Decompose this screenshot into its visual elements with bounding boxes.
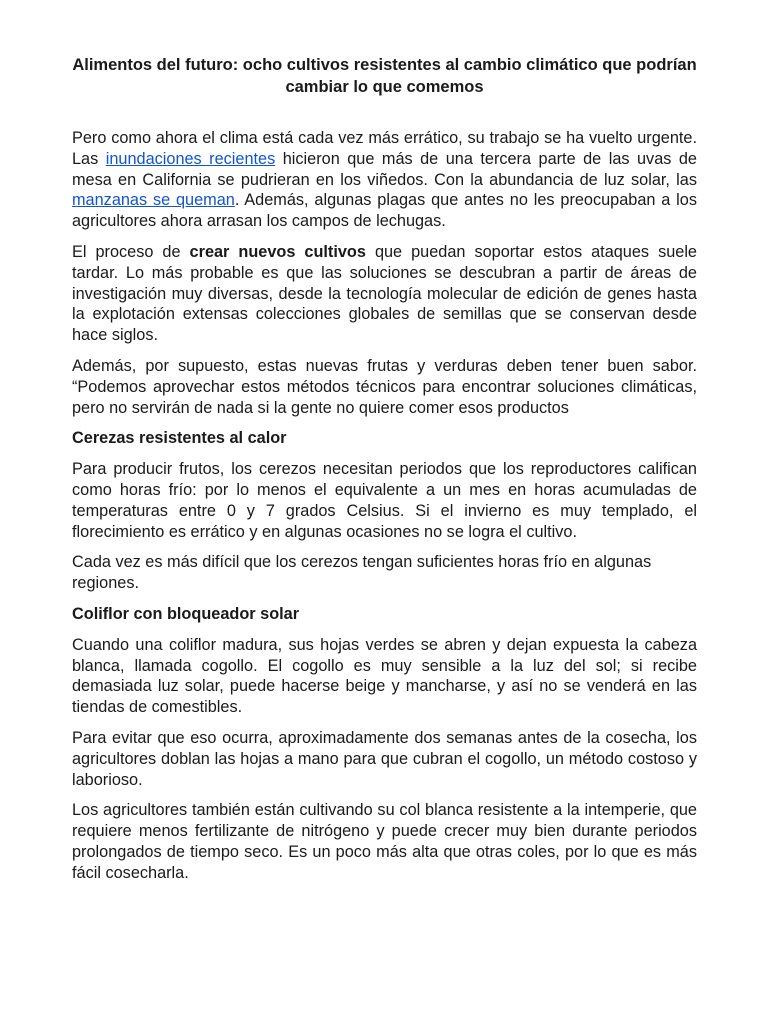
paragraph-2-text-a: El proceso de [72,242,190,261]
paragraph-1-text-c: . Además, algunas plagas que antes no les preocupaban a los agricultores ahora arrasan los campos de lechugas. [72,191,697,231]
paragraph-8: Los agricultores también están cultivando su col blanca resistente a la intemperie, que requiere menos fertilizante de nitrógeno y puede crecer muy bien durante periodos prolongados de tiempo seco. Es un poco más alta que otras coles, por lo que es más fácil cosecharla. [72,801,697,882]
section-heading-coliflor: Coliflor con bloqueador solar [72,604,300,623]
paragraph-5: Cada vez es más difícil que los cerezos tengan suficientes horas frío en algunas regiones. [72,553,652,593]
link-manzanas-se-queman[interactable]: manzanas se queman [72,191,235,210]
document-page [72,52,697,894]
section-heading-cerezas: Cerezas resistentes al calor [72,429,287,448]
link-inundaciones-recientes[interactable]: inundaciones recientes [105,149,276,168]
paragraph-1 [72,128,697,232]
paragraph-4: Para producir frutos, los cerezos necesitan periodos que los reproductores califican como horas frío: por lo menos el equivalente a un mes en horas acumuladas de temperaturas entre 0 y 7 grados Celsius. Si el invierno es muy templado, el florecimiento es errático y en algunas ocasiones no se logra el cultivo. [72,460,697,541]
paragraph-7: Para evitar que eso ocurra, aproximadamente dos semanas antes de la cosecha, los agricultores doblan las hojas a mano para que cubran el cogollo, un método costoso y laborioso. [72,728,697,789]
paragraph-6: Cuando una coliflor madura, sus hojas verdes se abren y dejan expuesta la cabeza blanca, llamada cogollo. El cogollo es muy sensible a la luz del sol; si recibe demasiada luz solar, puede hacerse beige y mancharse, y así no se venderá en las tiendas de comestibles. [72,635,697,717]
paragraph-2 [72,242,697,346]
paragraph-2-bold: crear nuevos cultivos [189,242,366,261]
paragraph-3: Además, por supuesto, estas nuevas frutas y verduras deben tener buen sabor. “Podemos aprovechar estos métodos técnicos para encontrar soluciones climáticas, pero no servirán de nada si la gente no quiere comer esos productos [72,356,697,417]
paragraph-2-text-b: que puedan soportar estos ataques suele tardar. Lo más probable es que las soluciones se descubran a partir de áreas de investigación muy diversas, desde la tecnología molecular de edición de genes hasta la explotación extensas colecciones globales de semillas que se conservan desde hace siglos. [72,242,697,345]
document-title: Alimentos del futuro: ocho cultivos resistentes al cambio climático que podrían cambiar lo que comemos [72,56,697,96]
paragraph-1-text-b: hicieron que más de una tercera parte de las uvas de mesa en California se pudrieran en los viñedos. Con la abundancia de luz solar, las [72,149,697,189]
paragraph-1-text-a: Pero como ahora el clima está cada vez más errático, su trabajo se ha vuelto urgente. Las [72,129,697,168]
